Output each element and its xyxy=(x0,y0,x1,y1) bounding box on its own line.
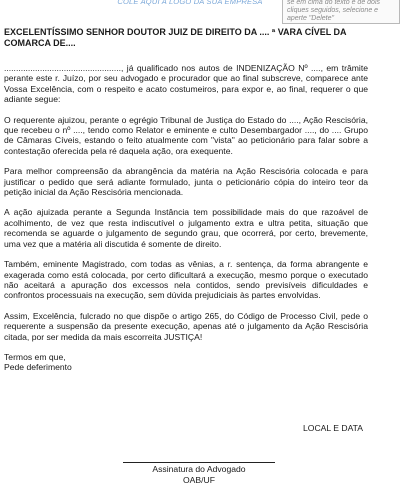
document-body xyxy=(4,27,368,373)
paragraph-compreensao: Para melhor compreensão da abrangência da matéria na Ação Rescisória colocada e para justificar o pedido que será adiante formulado, junta o peticionário cópia do inteiro teor da petição inicial da Ação Rescisória mencionada. xyxy=(4,166,368,198)
local-and-date: LOCAL E DATA xyxy=(303,423,364,433)
document-heading: EXCELENTÍSSIMO SENHOR DOUTOR JUIZ DE DIREITO DA .... ª VARA CÍVEL DA COMARCA DE.... xyxy=(4,27,347,48)
signature-block xyxy=(123,462,275,486)
top-strip xyxy=(0,0,400,26)
logo-placeholder-text: COLE AQUI A LOGO DA SUA EMPRESA xyxy=(117,0,263,6)
closing-block xyxy=(4,352,368,373)
signature-label: Assinatura do Advogado xyxy=(152,464,246,474)
paragraph-sentenca: Também, eminente Magistrado, com todas as vênias, a r. sentença, da forma abrangente e exagerada como está colocada, por certo dificultará a execução, mesmo porque o executado não aceitará a apuração dos excessos nela contidos, sendo previsíveis dificuldades e confrontos processuais na execução, sem dúvida prejudiciais às partes envolvidas. xyxy=(4,259,368,301)
closing-deferimento: Pede deferimento xyxy=(4,362,72,373)
paragraph-pedido: Assim, Excelência, fulcrado no que dispõe o artigo 265, do Código de Processo Civil, pede o requerente a suspensão da presente execução, apenas até o julgamento da Ação Rescisória citada, por ser medida da mais escorreita JUSTIÇA! xyxy=(4,310,368,342)
oab-label: OAB/UF xyxy=(183,475,215,485)
paragraph-segunda-instancia: A ação ajuizada perante a Segunda Instância tem possibilidade mais do que razoável de acolhimento, de vez que resta indiscutível o julgamento extra e ultra petita, situação que recomenda se aguarde o julgamento de segundo grau, que ocorrerá, por certo, brevemente, uma vez que a matéria ali discutida é somente de direito. xyxy=(4,207,368,249)
instruction-note: se em cima do texto e dê dois cliques seguidos, selecione e aperte "Delete" xyxy=(282,0,400,24)
paragraph-rescisoria: O requerente ajuizou, perante o egrégio Tribunal de Justiça do Estado do ...., Ação Rescisória, que recebeu o nº ...., tendo como Relator e eminente e culto Desembargador ...., do .... Grupo de Câmaras Cíveis, estando o feito atualmente com "vista" ao peticionário para falar sobre a contestação oferecida pela ré daquela ação, ora exequente. xyxy=(4,114,368,156)
closing-termos: Termos em que, xyxy=(4,351,66,362)
paragraph-qualification: ................................................., já qualificado nos autos de INDENIZAÇÃO Nº ...., em trâmite perante este r. Juízo, por seu advogado e procurador que ao final subscreve, comparece ante Vossa Excelência, com o respeito e acato costumeiros, para expor e, ao final, requerer o que adiante segue: xyxy=(4,63,368,105)
